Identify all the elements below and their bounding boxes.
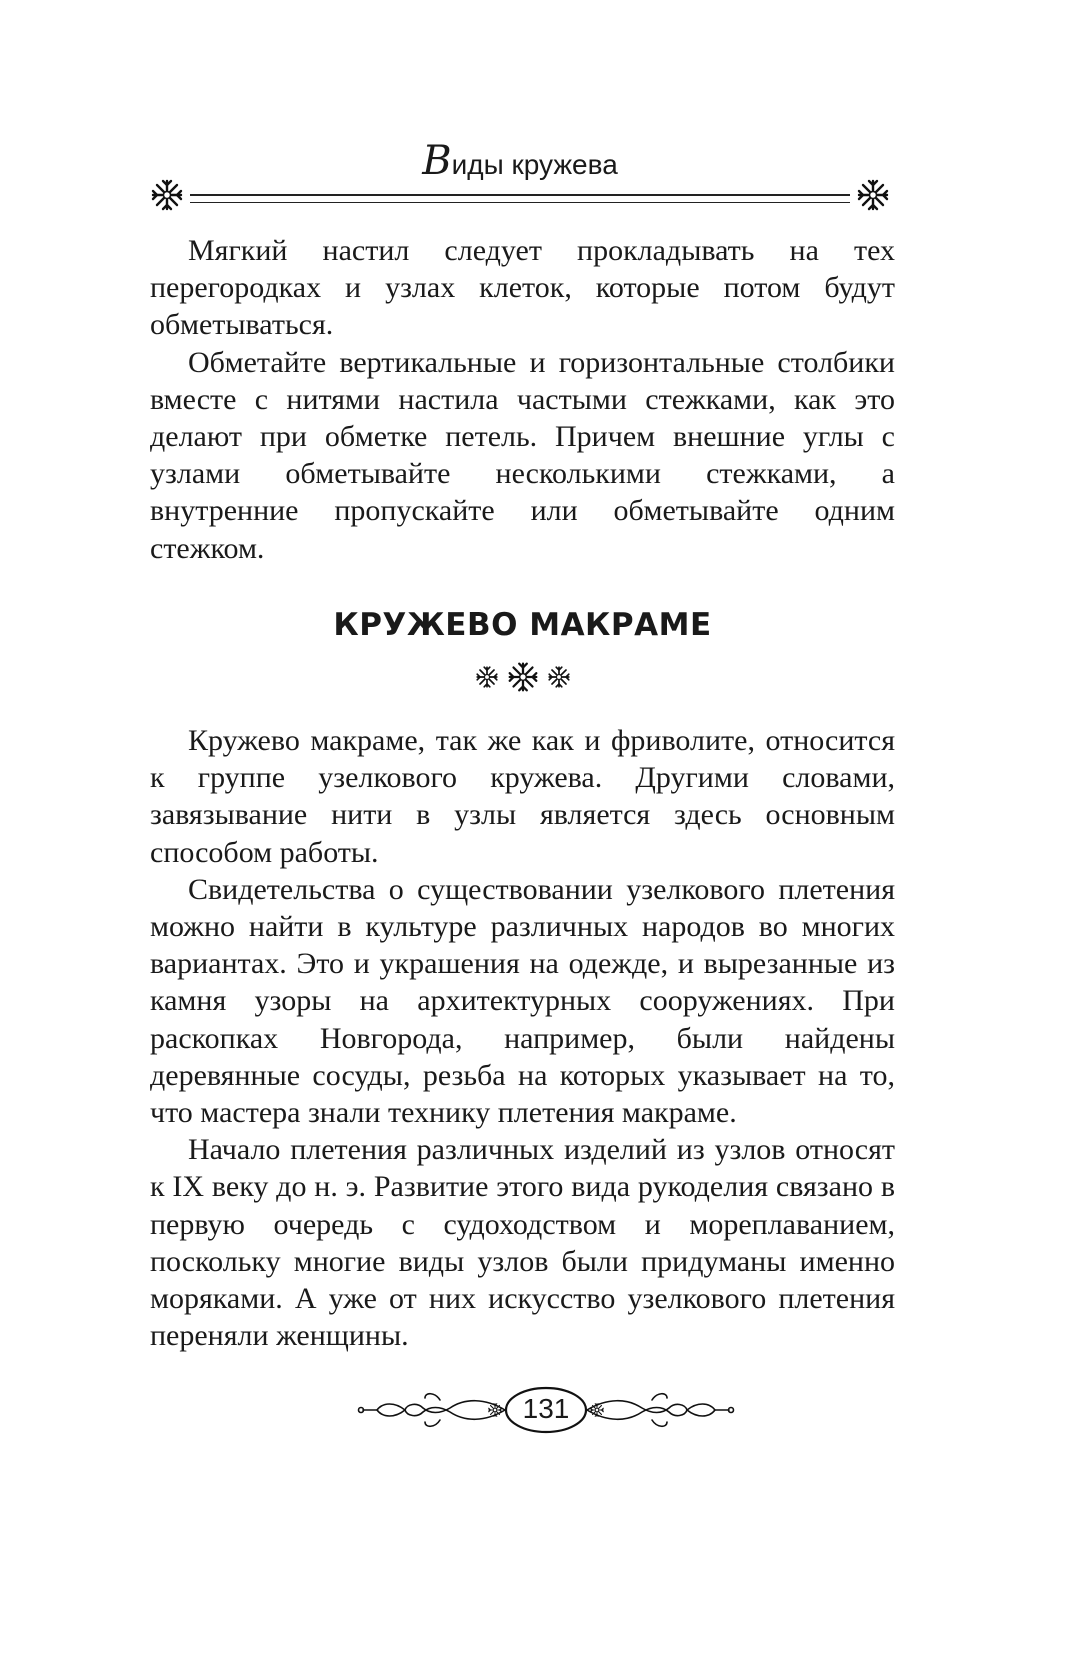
header-rule [190, 194, 850, 203]
paragraph: Мягкий настил следует прокладывать на тех перегородках и узлах клеток, которые потом будут обметываться. [150, 234, 895, 342]
paragraph: Свидетельства о существовании узелкового плетения можно найти в культуре различных народов во многих вариантах. Это и украшения на одежде, и вырезанные из камня узоры на архитектурных сооружениях. При раскопках Новгорода, например, были найдены деревянные сосуды, резьба на которых указывает на то, что мастера знали технику плетения макраме. [150, 872, 895, 1130]
paragraph: Начало плетения различных изделий из узлов относят к IX веку до н. э. Развитие этого вида рукоделия связано в первую очередь с судоходством и мореплаванием, поскольку многие виды узлов были придуманы именно моряками. А уже от них искусство узелкового плетения переняли женщины. [150, 1133, 895, 1353]
header-title-rest: иды кружева [451, 149, 618, 180]
page-footer [355, 1380, 735, 1440]
paragraph: Кружево макраме, так же как и фриволите, относится к группе узелкового кружева. Другими словами, завязывание нити в узлы является здесь основным способом работы. [150, 724, 895, 869]
body-text-top [150, 232, 895, 567]
body-text-section [150, 722, 895, 1354]
paragraph: Обметайте вертикальные и горизонтальные столбики вместе с нитями настила частыми стежками, как это делают при обметке петель. Причем внешние углы с узлами обметывайте несколькими стежками, а внутренние пропускайте или обметывайте одним стежком. [150, 345, 895, 565]
page-number: 131 [522, 1393, 570, 1424]
running-header [150, 138, 890, 218]
snowflake-ornament-icon [856, 178, 890, 212]
section-title: КРУЖЕВО МАКРАМЕ [333, 607, 712, 643]
snowflake-ornament-icon [150, 178, 184, 212]
header-title-initial: В [422, 138, 452, 184]
header-title [150, 138, 890, 184]
snowflake-divider-icon [473, 660, 573, 694]
